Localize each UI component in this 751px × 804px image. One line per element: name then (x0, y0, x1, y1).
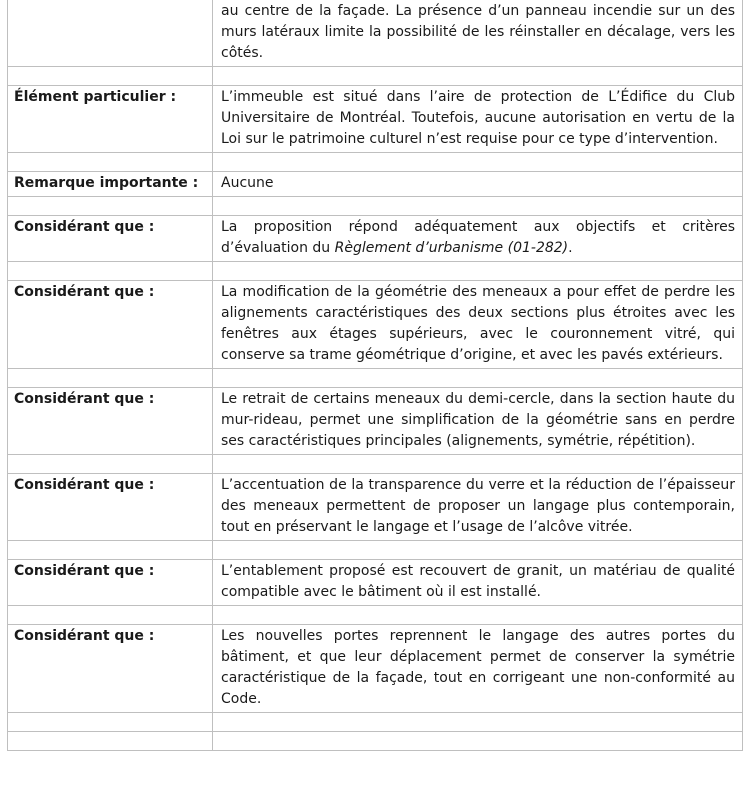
criteria-table (7, 0, 743, 751)
spacer-row (8, 153, 743, 172)
row-label: Considérant que : (8, 560, 213, 606)
row-text: au centre de la façade. La présence d’un panneau incendie sur un des murs latéraux limite la possibilité de les réinstaller en décalage, vers les côtés. (213, 0, 743, 67)
table-row (8, 86, 743, 153)
spacer-row (8, 455, 743, 474)
row-text: Le retrait de certains meneaux du demi-cercle, dans la section haute du mur-rideau, permet une simplification de la géométrie sans en perdre ses caractéristiques principales (alignements, symétrie, répétition). (213, 388, 743, 455)
row-label: Élément particulier : (8, 86, 213, 153)
spacer-row (8, 262, 743, 281)
table-row (8, 388, 743, 455)
table-row (8, 281, 743, 369)
row-text: Aucune (213, 172, 743, 197)
spacer-row (8, 541, 743, 560)
regulation-title: Règlement d’urbanisme (01-282) (334, 240, 569, 256)
row-label: Considérant que : (8, 281, 213, 369)
document-page (7, 0, 742, 751)
row-label: Considérant que : (8, 388, 213, 455)
text-before: La proposition répond adéquatement aux objectifs et critères d’évaluation du (221, 219, 735, 256)
row-label (8, 0, 213, 67)
table-row (8, 625, 743, 713)
spacer-row (8, 369, 743, 388)
spacer-row (8, 67, 743, 86)
text-after: . (568, 240, 573, 256)
row-text (213, 216, 743, 262)
spacer-row (8, 713, 743, 732)
spacer-row (8, 197, 743, 216)
table-row (8, 474, 743, 541)
table-row (8, 0, 743, 67)
row-text: L’accentuation de la transparence du verre et la réduction de l’épaisseur des meneaux permettent de proposer un langage plus contemporain, tout en préservant le langage et l’usage de l’alcôve vitrée. (213, 474, 743, 541)
row-text: La modification de la géométrie des meneaux a pour effet de perdre les alignements caractéristiques des deux sections plus étroites avec les fenêtres aux étages supérieurs, avec le couronnement vitré, qui conserve sa trame géométrique d’origine, et avec les pavés extérieurs. (213, 281, 743, 369)
row-label: Remarque importante : (8, 172, 213, 197)
spacer-row (8, 606, 743, 625)
row-label: Considérant que : (8, 625, 213, 713)
spacer-row (8, 732, 743, 751)
table-row (8, 216, 743, 262)
row-label: Considérant que : (8, 216, 213, 262)
table-row (8, 172, 743, 197)
row-label: Considérant que : (8, 474, 213, 541)
row-text: Les nouvelles portes reprennent le langage des autres portes du bâtiment, et que leur déplacement permet de conserver la symétrie caractéristique de la façade, tout en corrigeant une non-conformité au Code. (213, 625, 743, 713)
table-row (8, 560, 743, 606)
row-text: L’immeuble est situé dans l’aire de protection de L’Édifice du Club Universitaire de Montréal. Toutefois, aucune autorisation en vertu de la Loi sur le patrimoine culturel n’est requise pour ce type d’intervention. (213, 86, 743, 153)
row-text: L’entablement proposé est recouvert de granit, un matériau de qualité compatible avec le bâtiment où il est installé. (213, 560, 743, 606)
